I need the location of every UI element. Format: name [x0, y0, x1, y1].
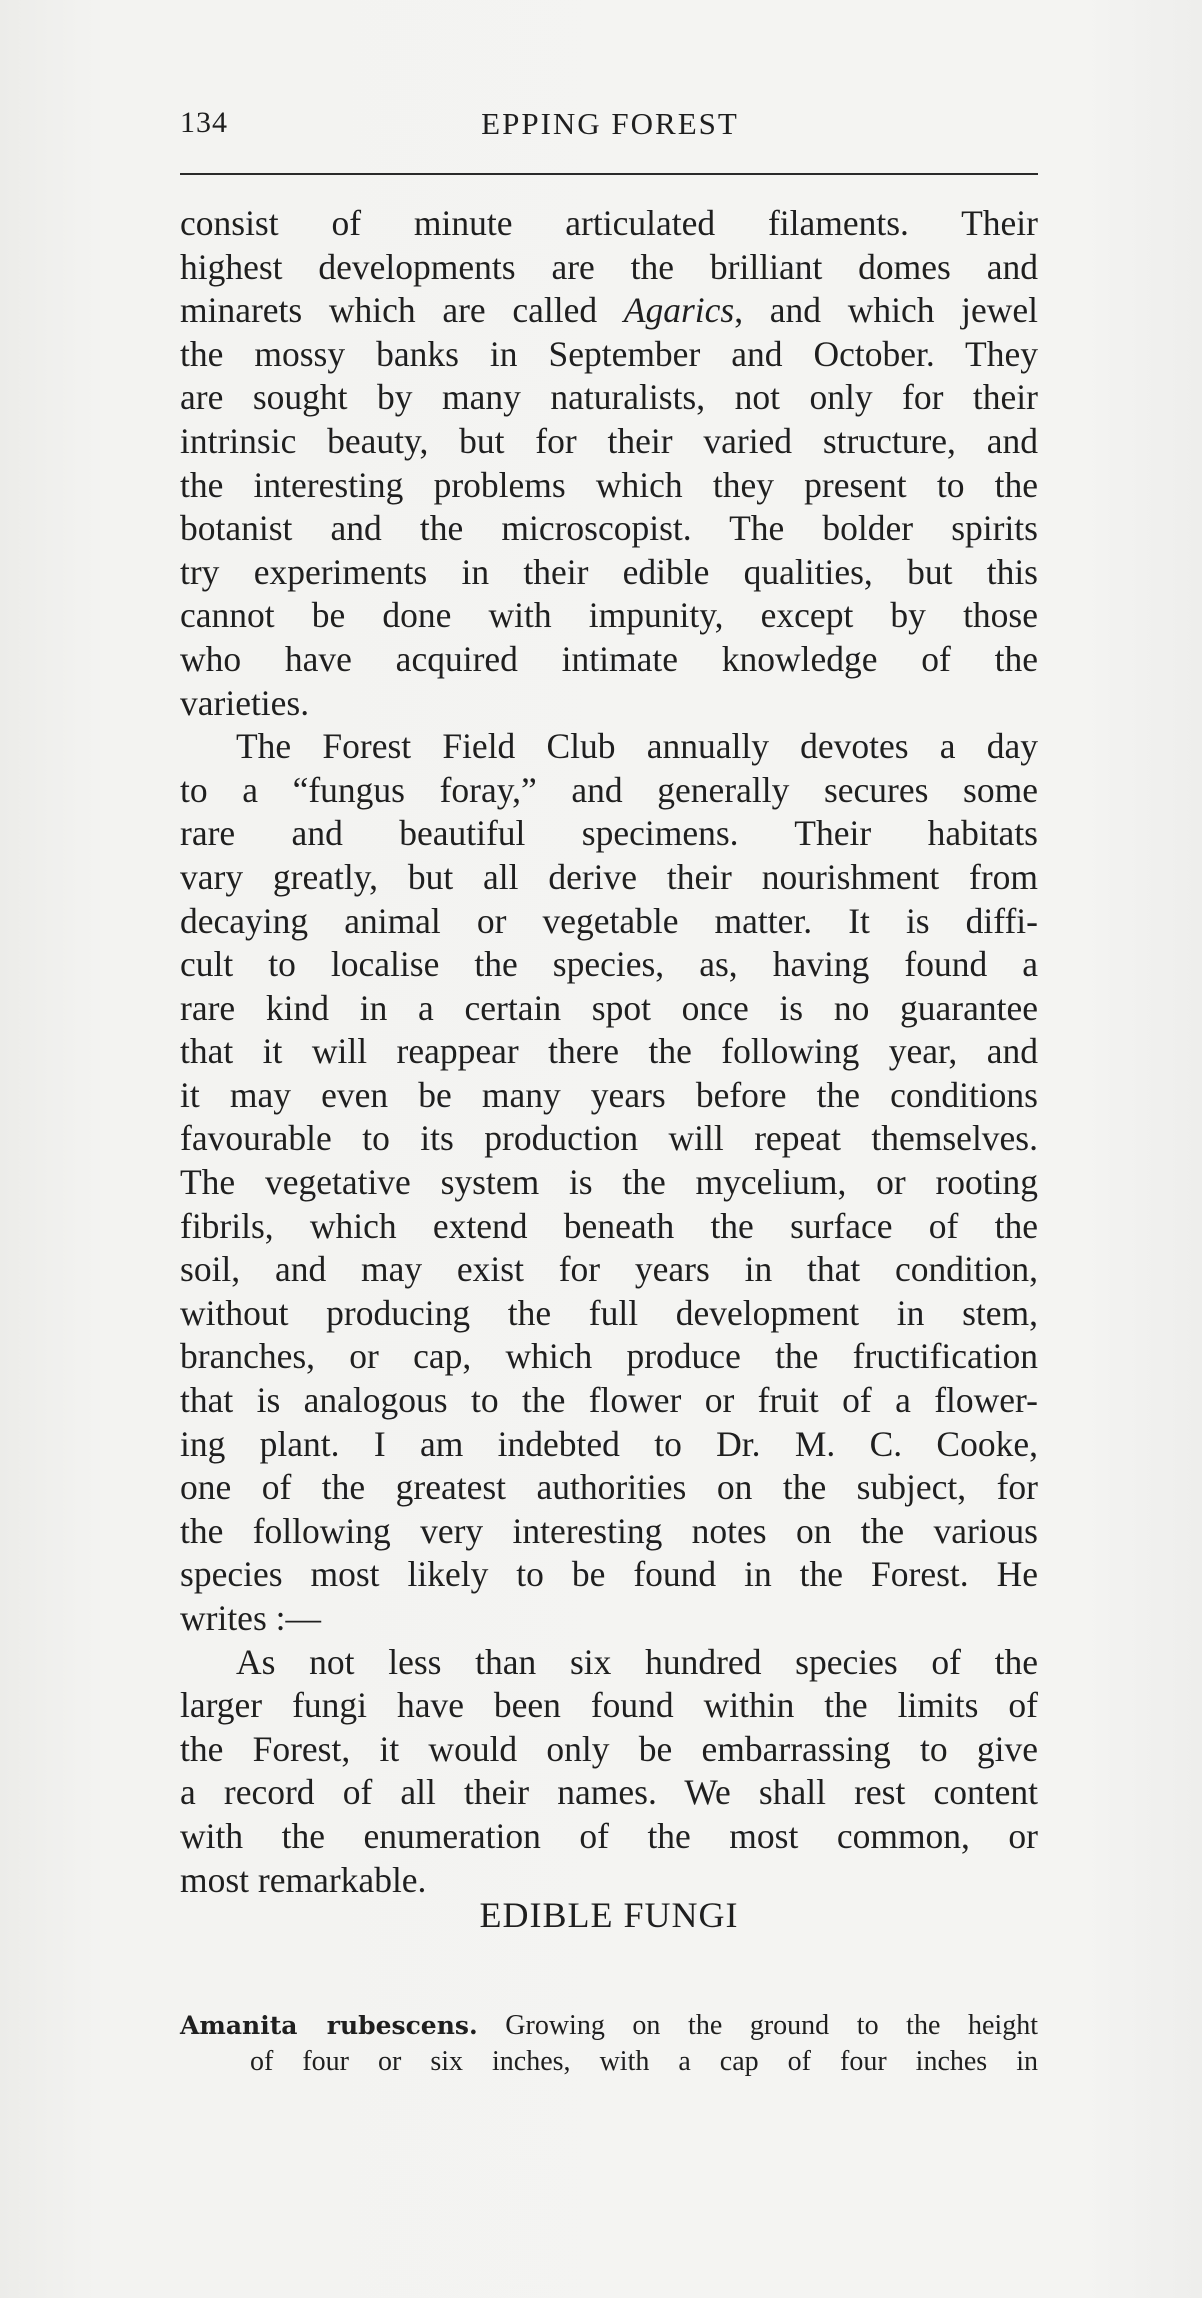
entry-text: Growing on the ground to the height	[505, 2010, 1038, 2041]
entry-term: Amanita rubescens.	[180, 2011, 478, 2040]
text-line: the following very interesting notes on the various	[180, 1510, 1038, 1551]
text-fragment: minarets which are called	[180, 290, 624, 331]
text-line: that is analogous to the flower or fruit of a flower-	[180, 1380, 1038, 1421]
text-line: writes :—	[180, 1598, 321, 1638]
page-number: 134	[180, 106, 228, 139]
text-line: The Forest Field Club annually devotes a day	[236, 726, 1038, 767]
text-line: with the enumeration of the most common, or	[180, 1815, 1038, 1856]
text-line-agarics	[180, 289, 1038, 333]
header-rule	[180, 173, 1038, 175]
text-line: highest developments are the brilliant domes and	[180, 246, 1038, 287]
text-line: try experiments in their edible qualities, but this	[180, 551, 1038, 592]
text-line: rare kind in a certain spot once is no guarantee	[180, 987, 1038, 1028]
italic-term: Agarics	[623, 290, 735, 331]
text-line: rare and beautiful specimens. Their habitats	[180, 813, 1038, 854]
text-line: the Forest, it would only be embarrassing to give	[180, 1728, 1038, 1769]
text-line: soil, and may exist for years in that condition,	[180, 1249, 1038, 1290]
text-line: fibrils, which extend beneath the surface of the	[180, 1205, 1038, 1246]
text-line: that it will reappear there the following year, and	[180, 1031, 1038, 1072]
section-heading: EDIBLE FUNGI	[479, 1895, 739, 1935]
text-line: consist of minute articulated filaments. Their	[180, 203, 1038, 243]
text-line: As not less than six hundred species of the	[236, 1641, 1038, 1682]
text-line: botanist and the microscopist. The bolder spirits	[180, 508, 1038, 549]
text-line: without producing the full development in stem,	[180, 1292, 1038, 1333]
text-line: favourable to its production will repeat themselves.	[180, 1118, 1038, 1159]
text-line: larger fungi have been found within the limits of	[180, 1685, 1038, 1726]
fungus-entry	[180, 2008, 1038, 2080]
text-line: most remarkable.	[180, 1859, 427, 1900]
body-text	[180, 202, 1038, 1902]
text-line: intrinsic beauty, but for their varied structure, and	[180, 420, 1038, 461]
text-line: one of the greatest authorities on the subject, for	[180, 1467, 1038, 1508]
running-head: EPPING FOREST	[481, 106, 739, 141]
text-line: branches, or cap, which produce the fructification	[180, 1336, 1038, 1377]
text-line: it may even be many years before the conditions	[180, 1074, 1038, 1115]
text-line: the interesting problems which they present to the	[180, 464, 1038, 505]
text-line: cult to localise the species, as, having found a	[180, 944, 1038, 985]
text-line: decaying animal or vegetable matter. It is diffi-	[180, 900, 1038, 941]
text-line: ing plant. I am indebted to Dr. M. C. Cooke,	[180, 1423, 1038, 1464]
text-line: a record of all their names. We shall rest content	[180, 1772, 1038, 1813]
text-line: are sought by many naturalists, not only for their	[180, 377, 1038, 418]
entry-line: of four or six inches, with a cap of four inches in	[250, 2046, 1038, 2077]
text-line: The vegetative system is the mycelium, or rooting	[180, 1162, 1038, 1203]
text-line: species most likely to be found in the Forest. He	[180, 1554, 1038, 1595]
text-fragment: , and which jewel	[734, 290, 1038, 331]
text-line: varieties.	[180, 682, 310, 723]
text-line: to a “fungus foray,” and generally secures some	[180, 769, 1038, 810]
page-header	[180, 106, 1040, 150]
text-line: vary greatly, but all derive their nourishment from	[180, 856, 1038, 897]
text-line: the mossy banks in September and October. They	[180, 333, 1038, 374]
text-line: who have acquired intimate knowledge of the	[180, 638, 1038, 679]
text-line: cannot be done with impunity, except by those	[180, 595, 1038, 636]
entry-line	[180, 2008, 1038, 2044]
